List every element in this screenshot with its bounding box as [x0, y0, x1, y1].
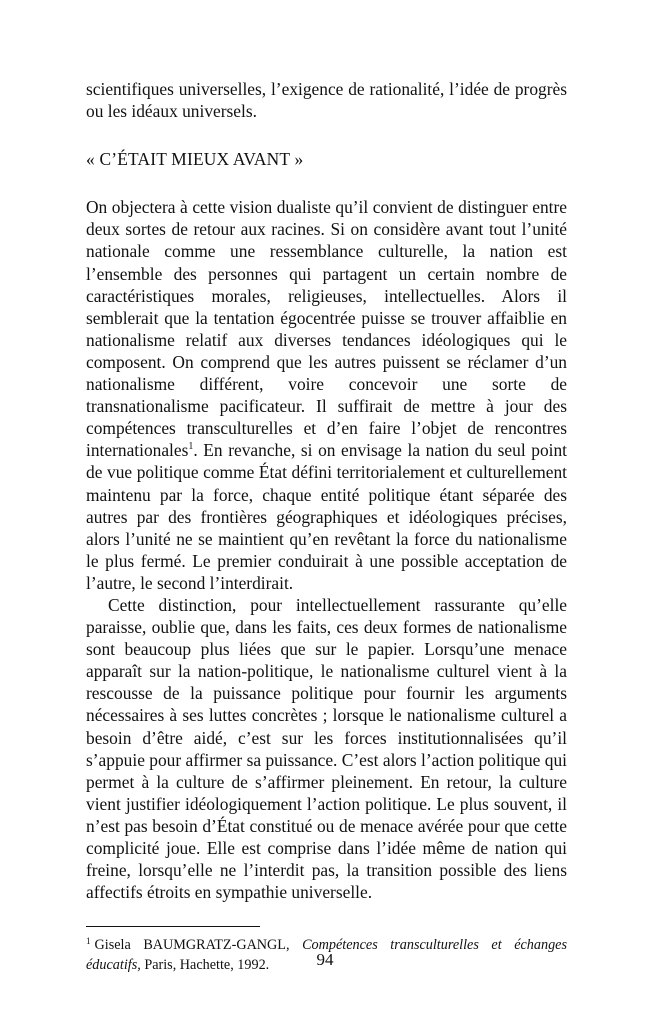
- paragraph-1-part-a: On objectera à cette vision dualiste qu’il convient de distinguer entre deux sortes de retour aux racines. Si on considère avant tout l’unité nationale comme une ressemblance culturelle, la nation est l’ensemble des personnes qui partagent un certain nombre de caractéristiques morales, religieuses, intellectuelles. Alors il semblerait que la tentation égocentrée puisse se trouver affaiblie en nationalisme relatif aux diverses tendances idéologiques qui le composent. On comprend que les autres puissent se réclamer d’un nationalisme différent, voire concevoir une sorte de transnationalisme pacificateur. Il suffirait de mettre à jour des compétences transculturelles et d’en faire l’objet de rencontres internationales: [86, 197, 567, 461]
- footnote-publication: Paris, Hachette, 1992.: [140, 957, 270, 974]
- intro-paragraph: scientifiques universelles, l’exigence de rationalité, l’idée de progrès ou les idéaux universels.: [86, 79, 567, 122]
- footnote-author: Gisela BAUMGRATZ-GANGL,: [94, 937, 303, 954]
- footnote-title: Compétences transculturelles et échanges éducatifs,: [86, 937, 568, 974]
- page-body: [86, 78, 567, 975]
- paragraph-1-part-b: . En revanche, si on envisage la nation du seul point de vue politique comme État défini territorialement et culturellement maintenu par la force, chaque entité politique étant séparée des autres par des frontières géographiques et idéologiques précises, alors l’unité ne se maintient qu’en revêtant la force du nationalisme le plus fermé. Le premier conduirait à une possible acceptation de l’autre, le second l’interdirait.: [86, 440, 567, 593]
- page-number: 94: [316, 950, 334, 969]
- section-heading: « C’ÉTAIT MIEUX AVANT »: [86, 149, 304, 170]
- paragraph-2: Cette distinction, pour intellectuellement rassurante qu’elle paraisse, oublie que, dans les faits, ces deux formes de nationalisme sont beaucoup plus liées que sur le papier. Lorsqu’une menace apparaît sur la nation-politique, le nationalisme culturel vient à la rescousse de la puissance politique pour fournir les arguments nécessaires à ses luttes concrètes ; lorsque le nationalisme culturel a besoin d’être aidé, c’est sur les forces institutionnalisées qu’il s’appuie pour affirmer sa puissance. C’est alors l’action politique qui permet à la culture de s’affirmer pleinement. En retour, la culture vient justifier idéologiquement l’action politique. Le plus souvent, il n’est pas besoin d’État constitué ou de menace avérée pour que cette complicité joue. Elle est comprise dans l’idée même de nation qui freine, lorsqu’elle ne l’interdit pas, la transition possible des liens affectifs étroits en sympathie universelle.: [86, 594, 567, 903]
- footnote-number: 1: [86, 935, 91, 946]
- footnote-divider: [86, 926, 260, 927]
- footnote-reference: 1: [188, 441, 194, 453]
- paragraph-1: [86, 196, 567, 594]
